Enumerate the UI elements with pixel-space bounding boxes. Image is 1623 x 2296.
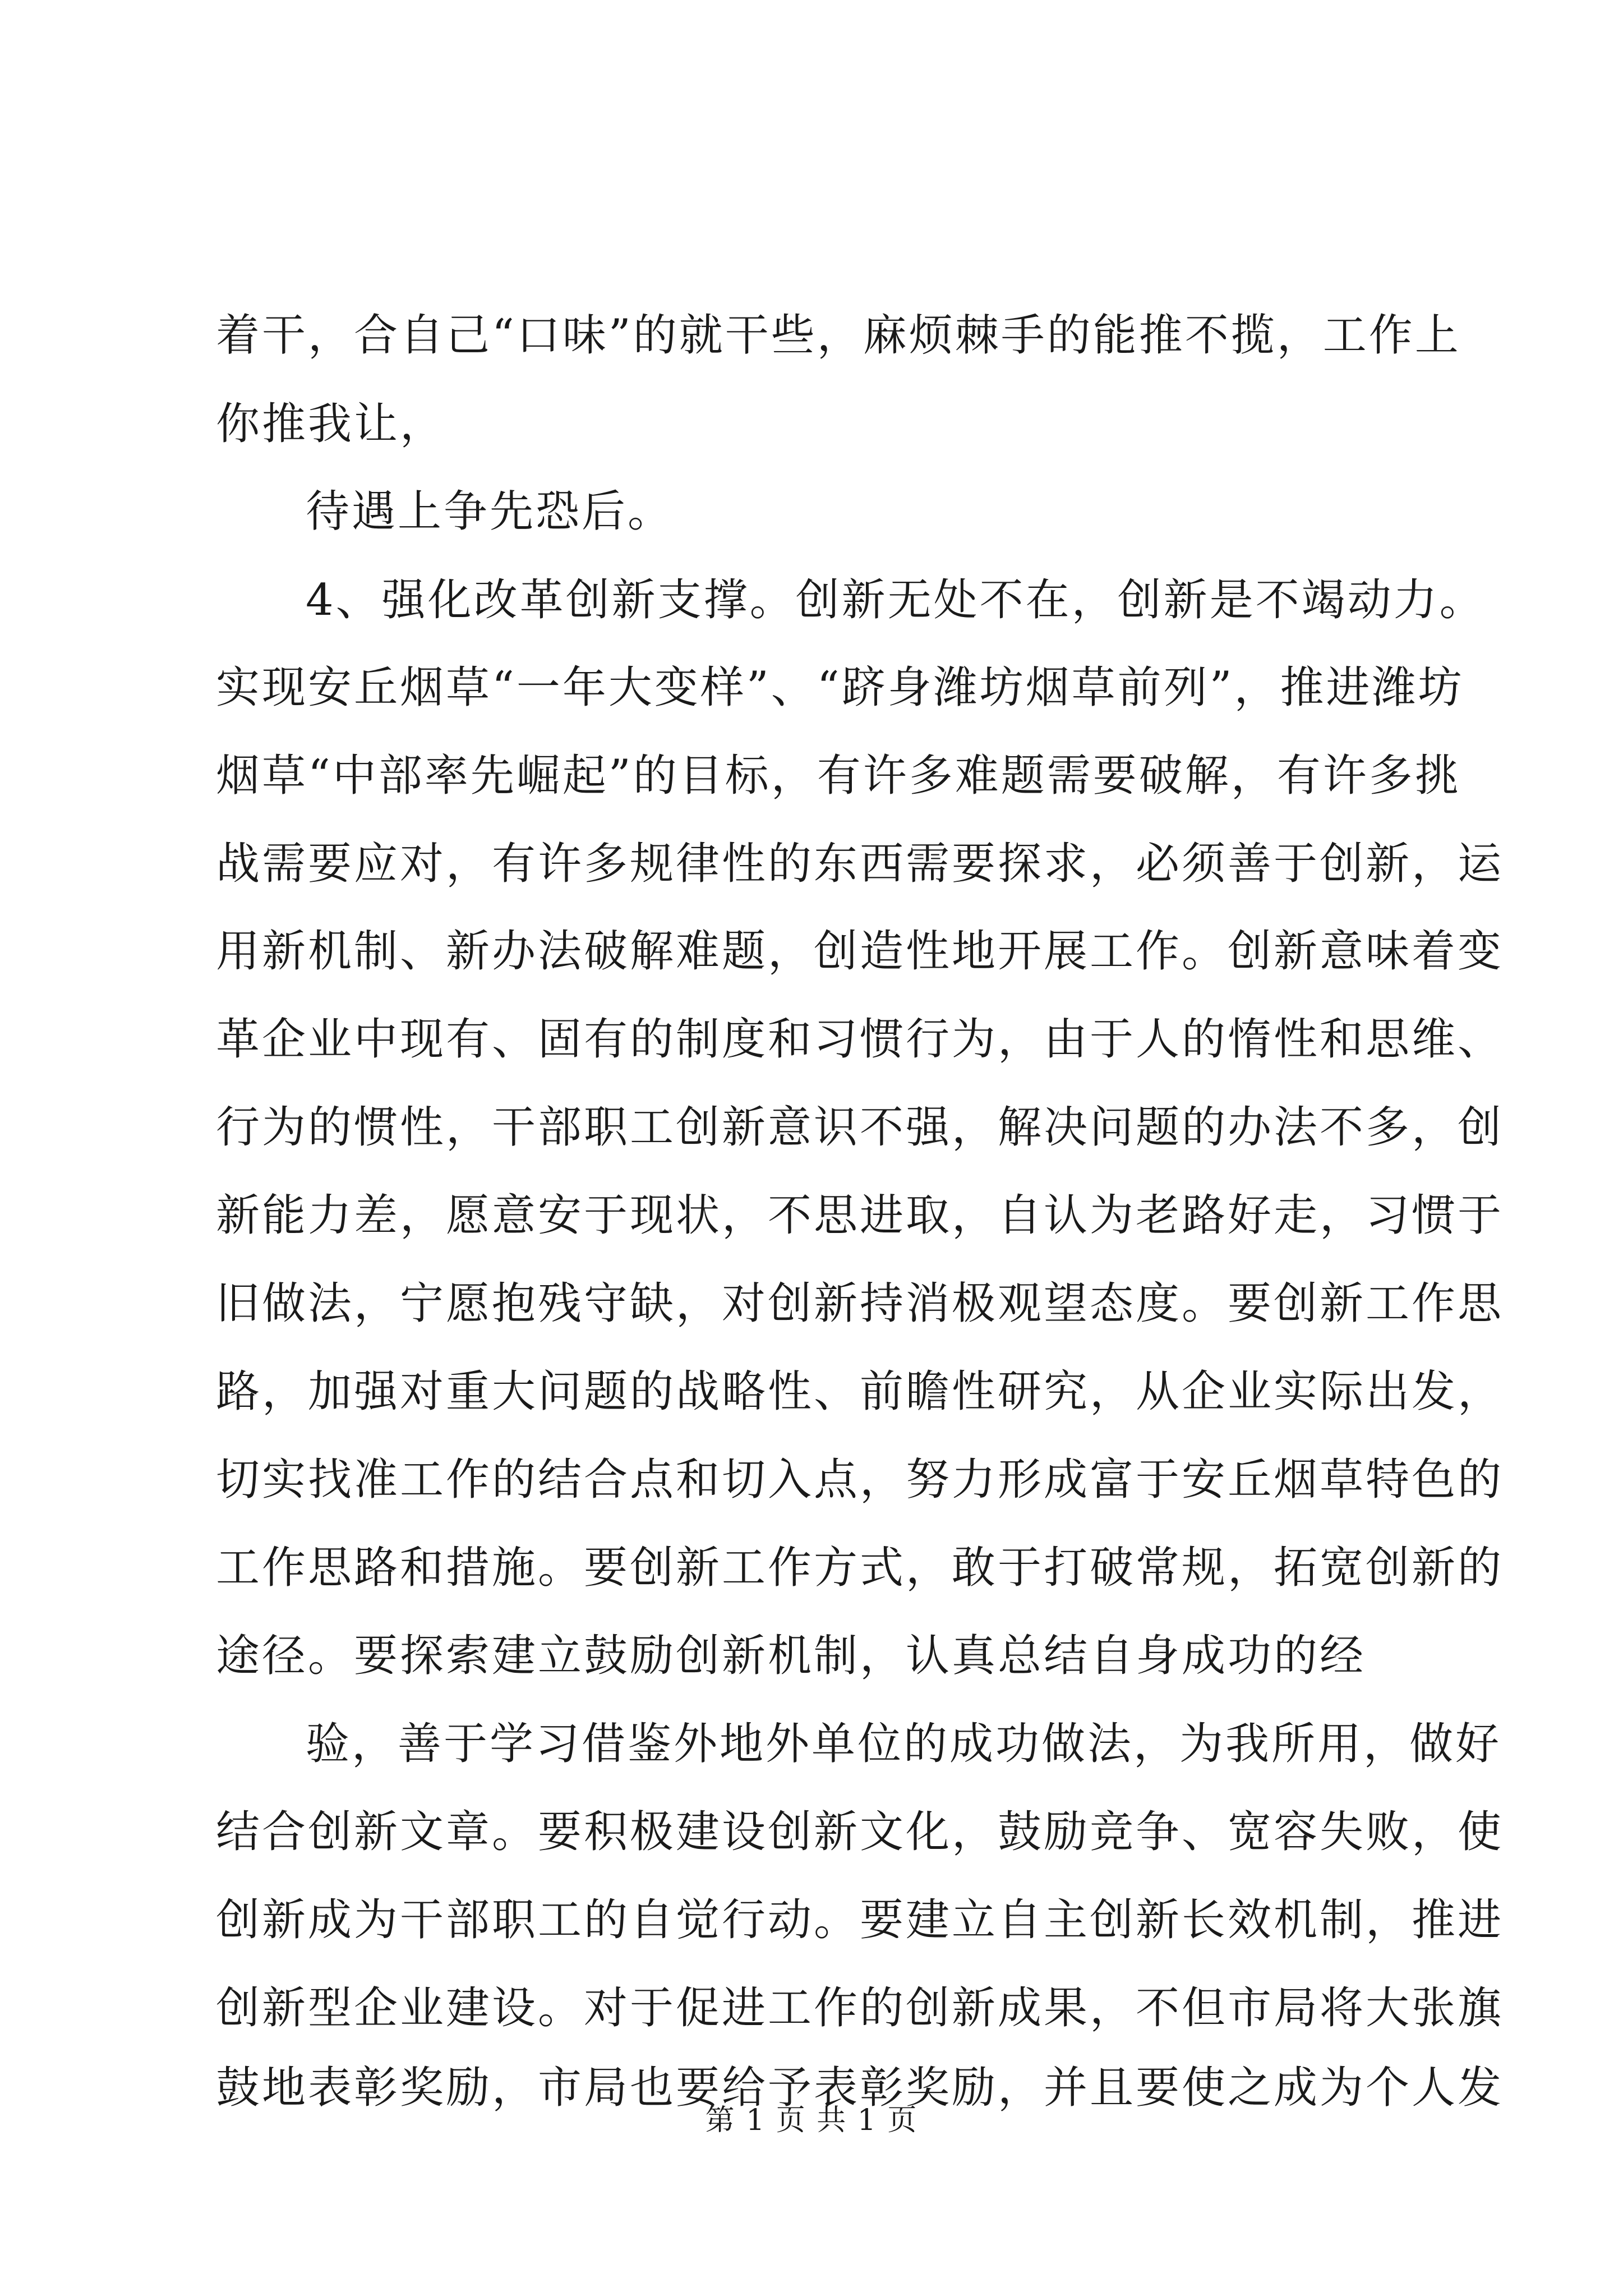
- text-line: 创新成为干部职工的自觉行动。要建立自主创新长效机制，推进: [216, 1895, 1504, 1945]
- text-line: 实现安丘烟草“一年大变样”、“跻身潍坊烟草前列”，推进潍坊: [216, 662, 1464, 713]
- text-line: 路，加强对重大问题的战略性、前瞻性研究，从企业实际出发，: [216, 1366, 1504, 1417]
- text-line: 创新型企业建设。对于促进工作的创新成果，不但市局将大张旗: [216, 1983, 1504, 2033]
- text-line: 新能力差，愿意安于现状，不思进取，自认为老路好走，习惯于: [216, 1190, 1504, 1241]
- page-number-footer: 第 1 页 共 1 页: [705, 2104, 918, 2137]
- text-line: 待遇上争先恐后。: [306, 486, 674, 537]
- text-line: 旧做法，宁愿抱残守缺，对创新持消极观望态度。要创新工作思: [216, 1278, 1504, 1329]
- text-line: 结合创新文章。要积极建设创新文化，鼓励竞争、宽容失败，使: [216, 1807, 1504, 1857]
- text-line: 革企业中现有、固有的制度和习惯行为，由于人的惰性和思维、: [216, 1014, 1504, 1065]
- text-line: 验，善于学习借鉴外地外单位的成功做法，为我所用，做好: [306, 1719, 1502, 1769]
- text-line: 战需要应对，有许多规律性的东西需要探求，必须善于创新，运: [216, 839, 1504, 889]
- text-line: 烟草“中部率先崛起”的目标，有许多难题需要破解，有许多挑: [216, 751, 1461, 801]
- text-line: 鼓地表彰奖励，市局也要给予表彰奖励，并且要使之成为个人发: [216, 2063, 1504, 2113]
- text-line: 途径。要探索建立鼓励创新机制，认真总结自身成功的经: [216, 1631, 1366, 1681]
- text-line: 用新机制、新办法破解难题，创造性地开展工作。创新意味着变: [216, 926, 1504, 977]
- text-line: 4、强化改革创新支撑。创新无处不在，创新是不竭动力。: [306, 575, 1486, 625]
- text-line: 你推我让，: [216, 399, 446, 449]
- text-line: 切实找准工作的结合点和切入点，努力形成富于安丘烟草特色的: [216, 1455, 1504, 1505]
- text-line: 着干，合自己“口味”的就干些，麻烦棘手的能推不揽，工作上: [216, 310, 1461, 361]
- text-line: 工作思路和措施。要创新工作方式，敢于打破常规，拓宽创新的: [216, 1543, 1504, 1593]
- text-line: 行为的惯性，干部职工创新意识不强，解决问题的办法不多，创: [216, 1102, 1504, 1153]
